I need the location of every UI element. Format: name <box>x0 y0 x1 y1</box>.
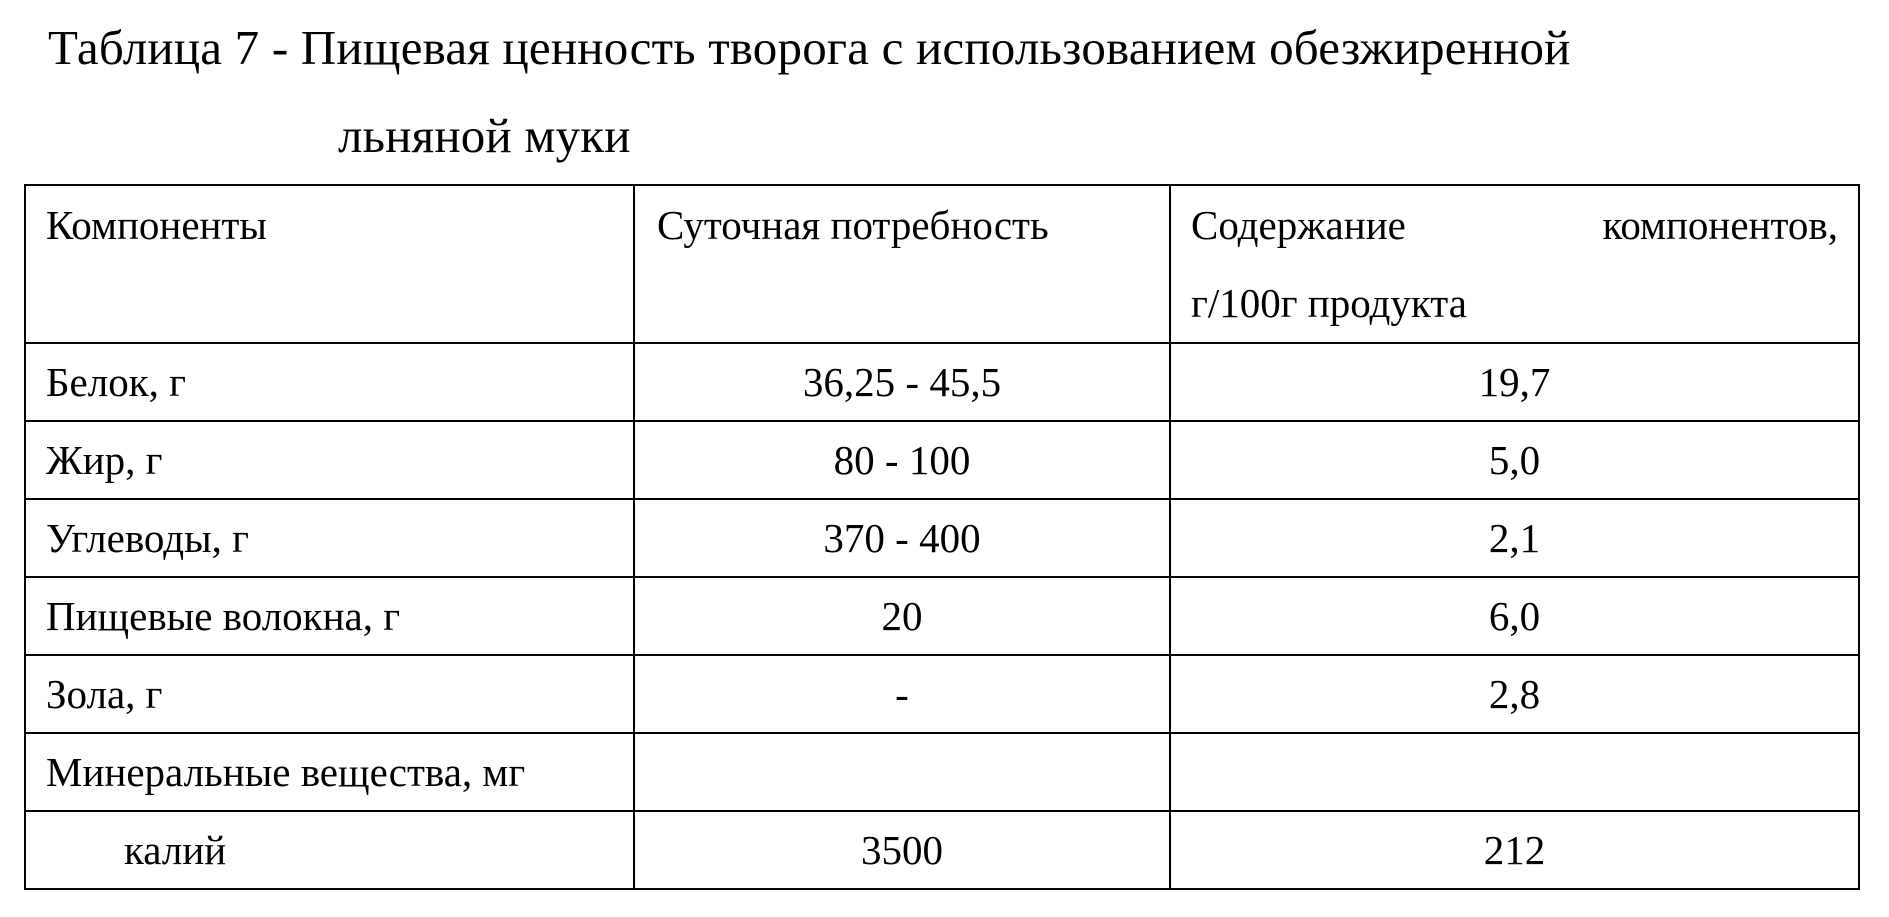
caption-line-2: льняной муки <box>338 108 631 163</box>
table-header-row <box>25 185 1859 343</box>
row-content: 19,7 <box>1170 343 1859 421</box>
table-row <box>25 343 1859 421</box>
row-name: калий <box>25 811 634 889</box>
table-row <box>25 577 1859 655</box>
header-content-word-2: компонентов, <box>1602 202 1838 248</box>
row-content: 2,1 <box>1170 499 1859 577</box>
row-content: 212 <box>1170 811 1859 889</box>
caption-line-1: Таблица 7 - Пищевая ценность творога с использованием обезжиренной <box>48 20 1571 75</box>
row-daily-need: 36,25 - 45,5 <box>634 343 1170 421</box>
header-components: Компоненты <box>25 185 634 343</box>
header-content-word-1: Содержание <box>1191 202 1406 248</box>
header-daily-need: Суточная потребность <box>634 185 1170 343</box>
row-daily-need: 370 - 400 <box>634 499 1170 577</box>
row-daily-need: 20 <box>634 577 1170 655</box>
row-daily-need: 3500 <box>634 811 1170 889</box>
table-row <box>25 655 1859 733</box>
row-content <box>1170 733 1859 811</box>
row-name: Жир, г <box>25 421 634 499</box>
row-content: 5,0 <box>1170 421 1859 499</box>
table-row <box>25 421 1859 499</box>
table-row <box>25 499 1859 577</box>
row-name: Минеральные вещества, мг <box>25 733 634 811</box>
header-content <box>1170 185 1859 343</box>
row-daily-need <box>634 733 1170 811</box>
table-caption <box>48 4 1848 180</box>
row-content: 2,8 <box>1170 655 1859 733</box>
row-name: Зола, г <box>25 655 634 733</box>
row-daily-need: 80 - 100 <box>634 421 1170 499</box>
header-content-unit: г/100г продукта <box>1191 280 1467 326</box>
nutrition-table <box>24 184 1860 890</box>
row-name: Углеводы, г <box>25 499 634 577</box>
row-name: Белок, г <box>25 343 634 421</box>
row-content: 6,0 <box>1170 577 1859 655</box>
row-daily-need: - <box>634 655 1170 733</box>
row-name: Пищевые волокна, г <box>25 577 634 655</box>
table-row <box>25 811 1859 889</box>
table-row <box>25 733 1859 811</box>
